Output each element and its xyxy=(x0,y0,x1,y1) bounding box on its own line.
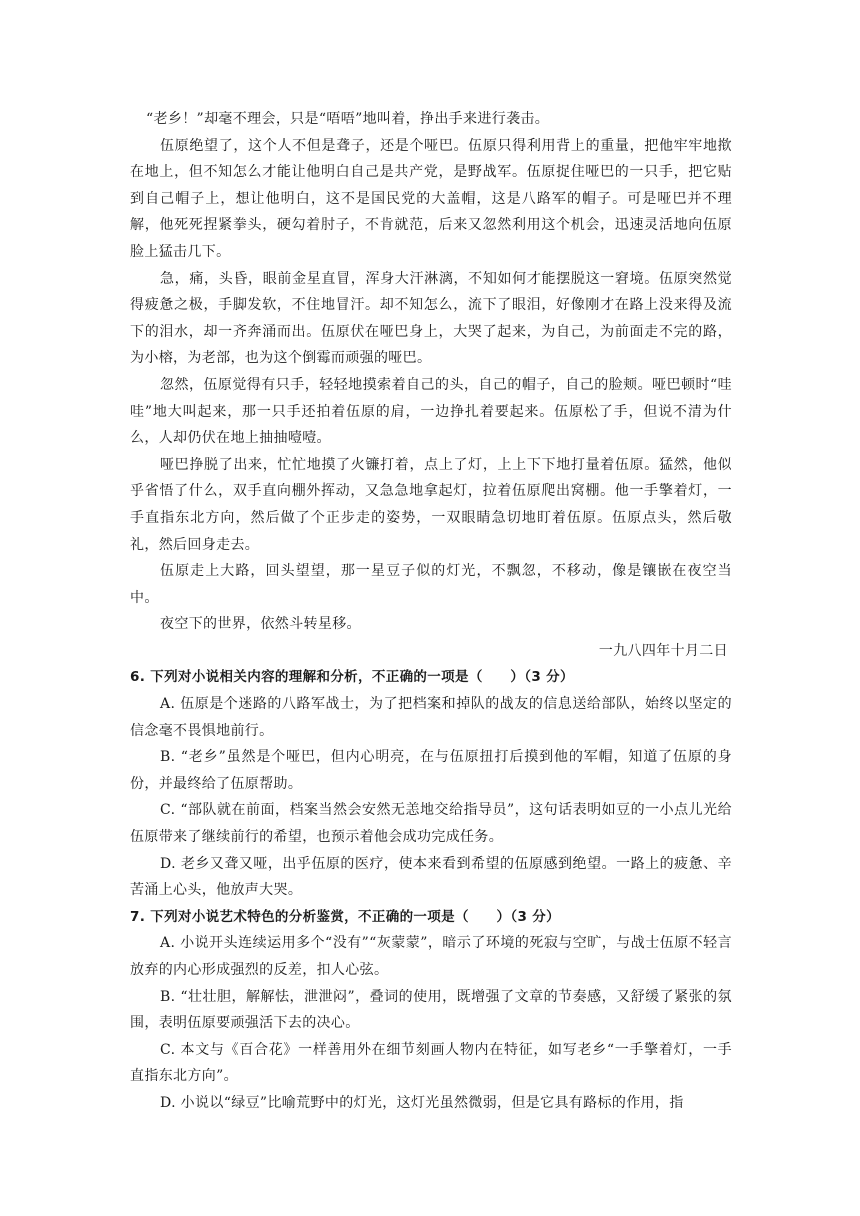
question-7-option-d: D. 小说以“绿豆”比喻荒野中的灯光，这灯光虽然微弱，但是它具有路标的作用，指 xyxy=(160,1094,684,1111)
story-paragraph-2: 伍原绝望了，这个人不但是聋子，还是个哑巴。伍原只得利用背上的重量，把他牢牢地揿在地上，但不知怎么才能让他明白自己是共产党，是野战军。伍原捉住哑巴的一只手，把它贴到自己帽子上，想让他明白，这不是国民党的大盖帽，这是八路军的帽子。可是哑巴并不理解，他死死捏紧拳头，硬勾着肘子，不肯就范，后来又忽然利用这个机会，迅速灵活地向伍原脸上猛击几下。 xyxy=(130,137,732,260)
story-paragraph-4: 忽然，伍原觉得有只手，轻轻地摸索着自己的头，自己的帽子，自己的脸颊。哑巴顿时“哇哇”地大叫起来，那一只手还拍着伍原的肩，一边挣扎着要起来。伍原松了手，但说不清为什么，人却仍伏在地上抽抽噎噎。 xyxy=(130,376,732,447)
question-7-stem: 7. 下列对小说艺术特色的分析鉴赏，不正确的一项是（ ）（3 分） xyxy=(130,908,560,925)
question-7-option-c: C. 本文与《百合花》一样善用外在细节刻画人物内在特征，如写老乡“一手擎着灯，一手直指东北方向”。 xyxy=(130,1041,732,1085)
question-6-option-d: D. 老乡又聋又哑，出乎伍原的医疗，使本来看到希望的伍原感到绝望。一路上的疲惫、辛苦涌上心头，他放声大哭。 xyxy=(130,855,732,899)
question-6-option-a: A. 伍原是个迷路的八路军战士，为了把档案和掉队的战友的信息送给部队，始终以坚定的信念毫不畏惧地前行。 xyxy=(130,696,732,739)
story-paragraph-7: 夜空下的世界，依然斗转星移。 xyxy=(160,616,361,633)
question-6-option-b: B. “老乡”虽然是个哑巴，但内心明亮，在与伍原扭打后摸到他的军帽，知道了伍原的身份，并最终给了伍原帮助。 xyxy=(130,749,732,792)
question-7-option-a: A. 小说开头连续运用多个“没有”“灰蒙蒙”，暗示了环境的死寂与空旷，与战士伍原不轻言放弃的内心形成强烈的反差，扣人心弦。 xyxy=(130,935,732,978)
question-6-stem: 6. 下列对小说相关内容的理解和分析，不正确的一项是（ ）（3 分） xyxy=(130,669,574,686)
story-paragraph-6: 伍原走上大路，回头望望，那一星豆子似的灯光，不飘忽，不移动，像是镶嵌在夜空当中。 xyxy=(130,563,732,606)
story-paragraph-1: “老乡！”却毫不理会，只是“唔唔”地叫着，挣出手来进行袭击。 xyxy=(146,111,550,127)
story-paragraph-3: 急，痛，头昏，眼前金星直冒，浑身大汗淋漓，不知如何才能摆脱这一窘境。伍原突然觉得疲惫之极，手脚发软，不住地冒汗。却不知怎么，流下了眼泪，好像刚才在路上没来得及流下的泪水，却一齐奔涌而出。伍原伏在哑巴身上，大哭了起来，为自己，为前面走不完的路，为小榕，为老部，也为这个倒霉而顽强的哑巴。 xyxy=(130,270,732,367)
question-6-option-c: C. “部队就在前面，档案当然会安然无恙地交给指导员”，这句话表明如豆的一小点儿光给伍原带来了继续前行的希望，也预示着他会成功完成任务。 xyxy=(130,802,732,846)
question-7-option-b: B. “壮壮胆，解解怯，泄泄闷”，叠词的使用，既增强了文章的节奏感，又舒缓了紧张的氛围，表明伍原要顽强活下去的决心。 xyxy=(130,988,732,1032)
story-date: 一九八四年十月二日 xyxy=(598,642,728,659)
page-content xyxy=(130,106,732,1117)
story-paragraph-5: 哑巴挣脱了出来，忙忙地摸了火镰打着，点上了灯，上上下下地打量着伍原。猛然，他似乎省悟了什么，双手直向棚外挥动，又急急地拿起灯，拉着伍原爬出窝棚。他一手擎着灯，一手直指东北方向，然后做了个正步走的姿势，一双眼睛急切地盯着伍原。伍原点头，然后敬礼，然后回身走去。 xyxy=(130,456,732,553)
